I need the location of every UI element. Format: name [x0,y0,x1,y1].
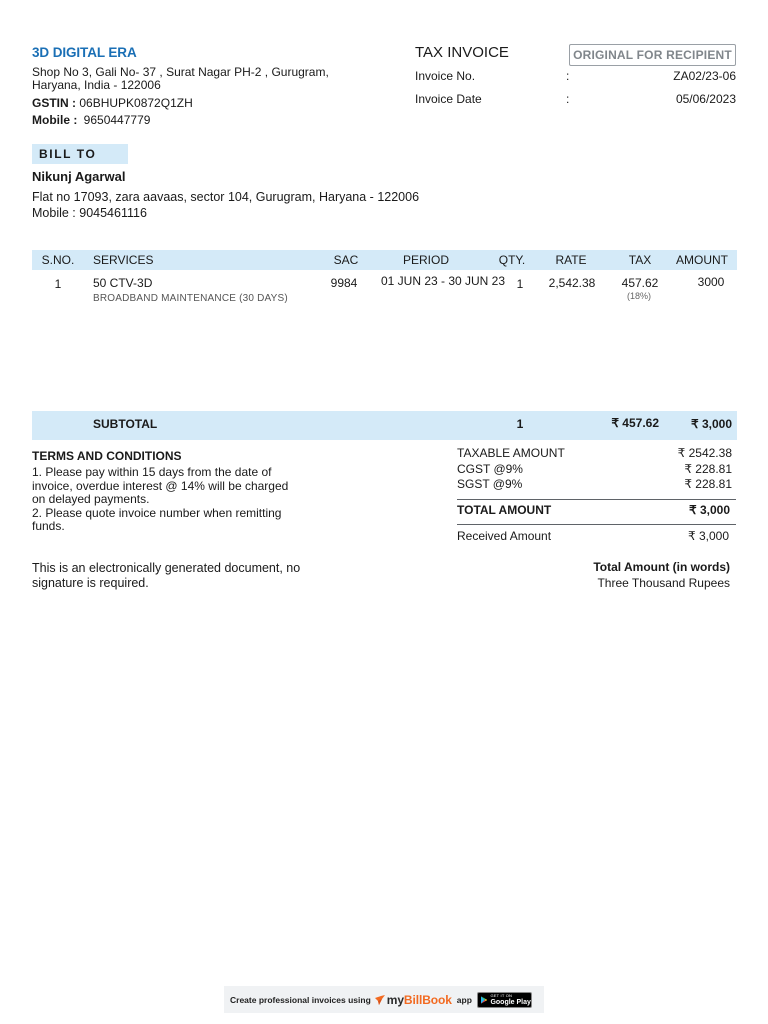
invoice-number-value: ZA02/23-06 [673,69,736,83]
item-amount: 3000 [697,275,725,289]
terms-item: 1. Please pay within 15 days from the date of invoice, overdue interest @ 14% will be charged on delayed payments. [32,465,289,506]
subtotal-tax: ₹ 457.62 [611,416,659,430]
summary-divider [457,524,736,525]
mybillbook-logo-icon [375,995,385,1005]
invoice-number-label: Invoice No. [415,69,476,83]
gstin-label: GSTIN : [32,96,76,110]
total-amount-value: ₹ 3,000 [689,503,730,517]
google-play-badge-text [490,994,530,1006]
gstin-value: 06BHUPK0872Q1ZH [79,96,193,110]
brand-prefix: my [386,992,404,1007]
column-header-sno: S.NO. [41,253,75,267]
seller-mobile-value: 9650447779 [83,113,151,127]
item-sac: 9984 [330,276,358,290]
client-mobile: Mobile : 9045461116 [32,206,147,220]
taxable-amount-row [457,446,736,460]
client-address: Flat no 17093, zara aavaas, sector 104, Gurugram, Haryana - 122006 [32,190,420,204]
subtotal-amount: ₹ 3,000 [691,417,732,431]
subtotal-label: SUBTOTAL [93,417,158,431]
column-header-tax: TAX [628,253,652,267]
seller-address-line: Shop No 3, Gali No- 37 , Surat Nagar PH-2 , Gurugram, [32,65,329,79]
item-sno: 1 [54,277,62,291]
terms-item: 2. Please quote invoice number when remitting funds. [32,505,282,533]
mybillbook-brand[interactable] [387,993,452,1007]
column-header-rate: RATE [555,253,587,267]
sgst-label: SGST @9% [457,477,523,491]
invoice-date-label: Invoice Date [415,92,482,106]
column-header-period: PERIOD [402,253,449,267]
taxable-amount-label: TAXABLE AMOUNT [457,446,565,460]
item-description: BROADBAND MAINTENANCE (30 DAYS) [93,293,288,304]
company-name: 3D DIGITAL ERA [32,45,137,60]
item-qty: 1 [516,277,524,291]
item-tax-rate: (18%) [626,291,651,301]
item-tax: 457.62 [621,276,659,290]
taxable-amount-value: ₹ 2542.38 [677,446,732,460]
total-amount-label: TOTAL AMOUNT [457,503,552,517]
subtotal-qty: 1 [516,417,524,431]
copy-label-badge: ORIGINAL FOR RECIPIENT [569,44,736,66]
cgst-value: ₹ 228.81 [684,462,732,476]
badge-google-play: Google Play [490,998,531,1006]
item-period: 01 JUN 23 - 30 JUN 23 [380,274,506,288]
footer-promo-banner[interactable] [224,986,544,1013]
item-service-name: 50 CTV-3D [93,276,153,290]
column-header-sac: SAC [333,253,359,267]
client-name: Nikunj Agarwal [32,169,126,184]
invoice-number-separator: : [566,69,570,83]
sgst-value: ₹ 228.81 [684,477,732,491]
column-header-amount: AMOUNT [676,253,728,267]
electronic-document-note: This is an electronically generated document, no signature is required. [32,561,301,590]
amount-in-words-label: Total Amount (in words) [593,560,730,574]
received-amount-value: ₹ 3,000 [688,529,729,543]
seller-address-line: Haryana, India - 122006 [32,78,161,92]
invoice-date-value: 05/06/2023 [675,92,736,106]
seller-mobile [32,113,150,127]
brand-name: BillBook [403,992,452,1007]
item-rate: 2,542.38 [548,276,596,290]
cgst-label: CGST @9% [457,462,523,476]
promo-text: Create professional invoices using [230,994,371,1005]
received-amount-label: Received Amount [457,529,552,543]
summary-divider [457,499,736,500]
seller-gstin [32,96,193,110]
terms-list [32,466,300,534]
promo-app-label: app [456,994,472,1005]
cgst-row [457,462,736,476]
total-amount-row [457,503,736,517]
column-header-qty: QTY. [498,253,526,267]
terms-heading: TERMS AND CONDITIONS [32,449,182,463]
google-play-icon [481,995,488,1005]
received-amount-row [457,529,736,543]
invoice-date-separator: : [566,92,570,106]
amount-in-words-value: Three Thousand Rupees [597,576,730,590]
sgst-row [457,477,736,491]
seller-mobile-label: Mobile : [32,113,78,127]
google-play-badge[interactable] [477,992,532,1008]
column-header-services: SERVICES [93,253,154,267]
seller-address [32,66,329,92]
invoice-title: TAX INVOICE [415,44,509,61]
badge-get-it-on: GET IT ON [490,992,513,998]
bill-to-heading: BILL TO [32,144,128,164]
